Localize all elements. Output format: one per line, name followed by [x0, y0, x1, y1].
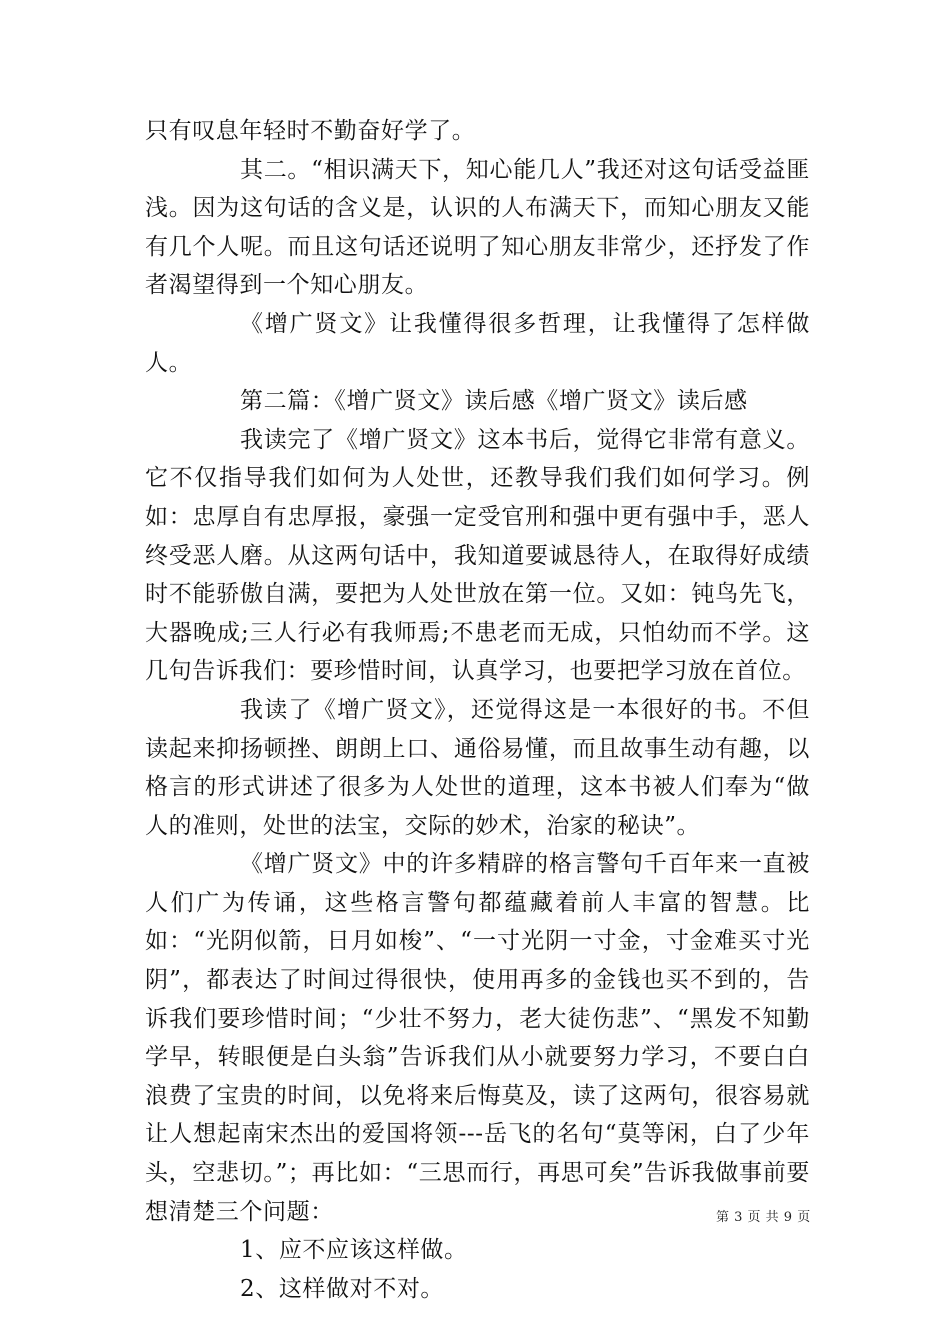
paragraph-proverbs: 《增广贤文》中的许多精辟的格言警句千百年来一直被人们广为传诵，这些格言警句都蕴藏着前人丰富的智慧。比如：“光阴似箭，日月如梭”、“一寸光阴一寸金，寸金难买寸光阴”，都表达了时间过得很快，使用再多的金钱也买不到的，告诉我们要珍惜时间；“少壮不努力，老大徒伤悲”、“黑发不知勤学早，转眼便是白头翁”告诉我们从小就要努力学习，不要白白浪费了宝贵的时间，以免将来后悔莫及，读了这两句，很容易就让人想起南宋杰出的爱国将领---岳飞的名句“莫等闲，白了少年头，空悲切。”；再比如：“三思而行，再思可矣”告诉我做事前要想清楚三个问题： — [145, 851, 810, 1225]
paragraph-conclusion: 《增广贤文》让我懂得很多哲理，让我懂得了怎样做人。 — [145, 310, 810, 376]
paragraph-continuation: 只有叹息年轻时不勤奋好学了。 — [145, 118, 476, 144]
page-number-footer: 第 3 页 共 9 页 — [716, 1210, 811, 1225]
document-body — [145, 112, 810, 1308]
paragraph-good-book: 我读了《增广贤文》，还觉得这是一本很好的书。不但读起来抑扬顿挫、朗朗上口、通俗易懂，而且故事生动有趣，以格言的形式讲述了很多为人处世的道理，这本书被人们奉为“做人的准则，处世的法宝，交际的妙术，治家的秘诀”。 — [145, 696, 810, 839]
list-item: 2、这样做对不对。 — [240, 1275, 445, 1302]
paragraph-second-point: 其二。“相识满天下，知心能几人”我还对这句话受益匪浅。因为这句话的含义是，认识的人布满天下，而知心朋友又能有几个人呢。而且这句话还说明了知心朋友非常少，还抒发了作者渴望得到一个知心朋友。 — [145, 156, 810, 299]
paragraph-reading-meaning: 我读完了《增广贤文》这本书后，觉得它非常有意义。它不仅指导我们如何为人处世，还教导我们我们如何学习。例如：忠厚自有忠厚报，豪强一定受官刑和强中更有强中手，恶人终受恶人磨。从这两句话中，我知道要诚恳待人，在取得好成绩时不能骄傲自满，要把为人处世放在第一位。又如：钝鸟先飞，大器晚成;三人行必有我师焉;不患老而无成，只怕幼而不学。这几句告诉我们：要珍惜时间，认真学习，也要把学习放在首位。 — [145, 426, 810, 685]
list-item: 1、应不应该这样做。 — [240, 1237, 468, 1264]
section-heading: 第二篇：《增广贤文》读后感《增广贤文》读后感 — [240, 388, 748, 415]
